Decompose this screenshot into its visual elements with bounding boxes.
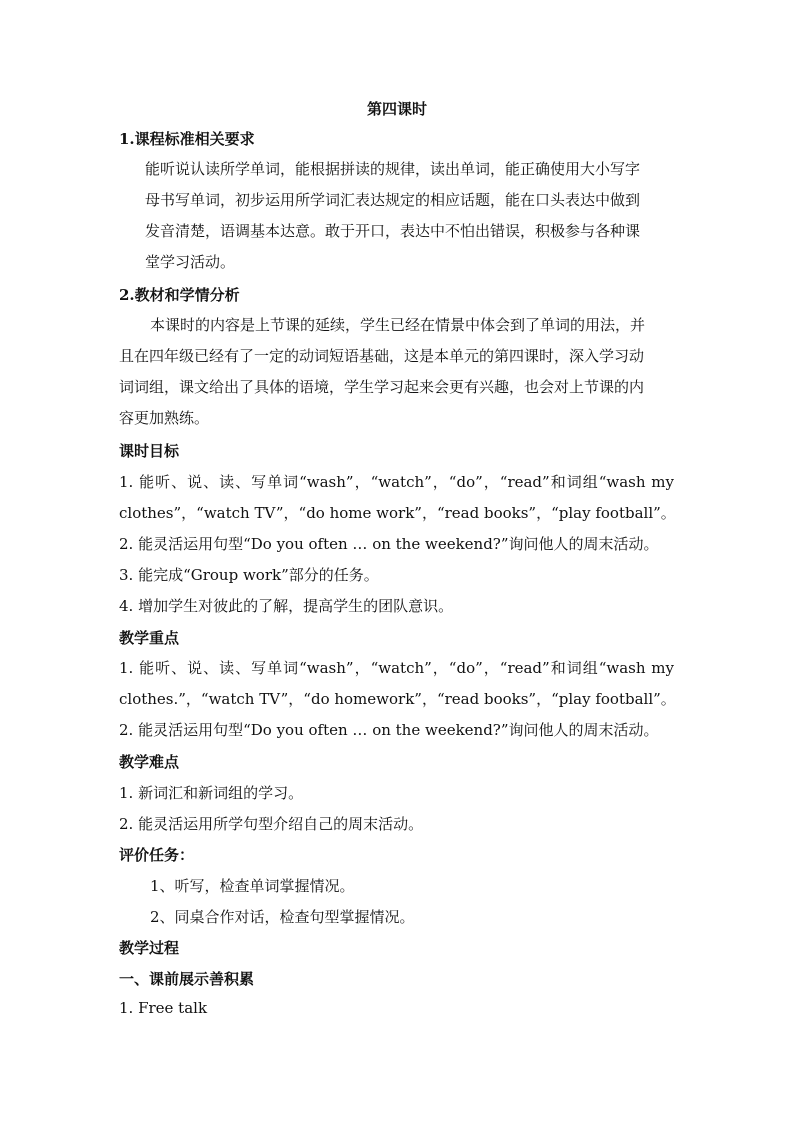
page-title: 第四课时 (366, 100, 427, 118)
section-heading-difficulties: 教学难点 (119, 753, 180, 771)
section-heading-standards: 1.课程标准相关要求 (119, 130, 255, 148)
paragraph-line: 且在四年级已经有了一定的动词短语基础，这是本单元的第四课时，深入学习动 (119, 347, 645, 365)
section-heading-evaluation: 评价任务： (119, 846, 195, 864)
section-heading-goals: 课时目标 (119, 442, 180, 460)
goal-item-1-cont: clothes”，“watch TV”，“do home work”，“read books”，“play football”。 (119, 504, 676, 522)
difficulty-item-2: 2. 能灵活运用所学句型介绍自己的周末活动。 (119, 815, 424, 833)
eval-item-2: 2、同桌合作对话，检查句型掌握情况。 (150, 908, 415, 926)
goal-item-4: 4. 增加学生对彼此的了解，提高学生的团队意识。 (119, 597, 454, 615)
paragraph-line: 本课时的内容是上节课的延续，学生已经在情景中体会到了单词的用法，并 (150, 316, 646, 334)
difficulty-item-1: 1. 新词汇和新词组的学习。 (119, 784, 304, 802)
paragraph-line: 能听说认读所学单词，能根据拼读的规律，读出单词，能正确使用大小写字 (145, 160, 641, 178)
paragraph-line: 堂学习活动。 (145, 253, 236, 271)
key-item-2: 2. 能灵活运用句型“Do you often … on the weekend?”询问他人的周末活动。 (119, 721, 659, 739)
key-item-1: 1. 能听、说、读、写单词“wash”，“watch”，“do”，“read”和词组“wash my (119, 659, 674, 677)
paragraph-line: 发音清楚，语调基本达意。敢于开口，表达中不怕出错误，积极参与各种课 (145, 222, 641, 240)
goal-item-1: 1. 能听、说、读、写单词“wash”，“watch”，“do”，“read”和词组“wash my (119, 473, 674, 491)
section-heading-process: 教学过程 (119, 939, 180, 957)
key-item-1-cont: clothes.”，“watch TV”，“do homework”，“read books”，“play football”。 (119, 690, 676, 708)
paragraph-line: 母书写单词，初步运用所学词汇表达规定的相应话题，能在口头表达中做到 (145, 191, 641, 209)
goal-item-3: 3. 能完成“Group work”部分的任务。 (119, 566, 379, 584)
section-heading-key-points: 教学重点 (119, 629, 180, 647)
paragraph-line: 词词组，课文给出了具体的语境，学生学习起来会更有兴趣，也会对上节课的内 (119, 378, 645, 396)
goal-item-2: 2. 能灵活运用句型“Do you often … on the weekend?”询问他人的周末活动。 (119, 535, 659, 553)
eval-item-1: 1、听写，检查单词掌握情况。 (150, 877, 355, 895)
subsection-heading: 一、课前展示善积累 (119, 970, 255, 988)
paragraph-line: 容更加熟练。 (119, 409, 210, 427)
section-heading-analysis: 2.教材和学情分析 (119, 286, 240, 304)
process-item-1: 1. Free talk (119, 999, 208, 1017)
